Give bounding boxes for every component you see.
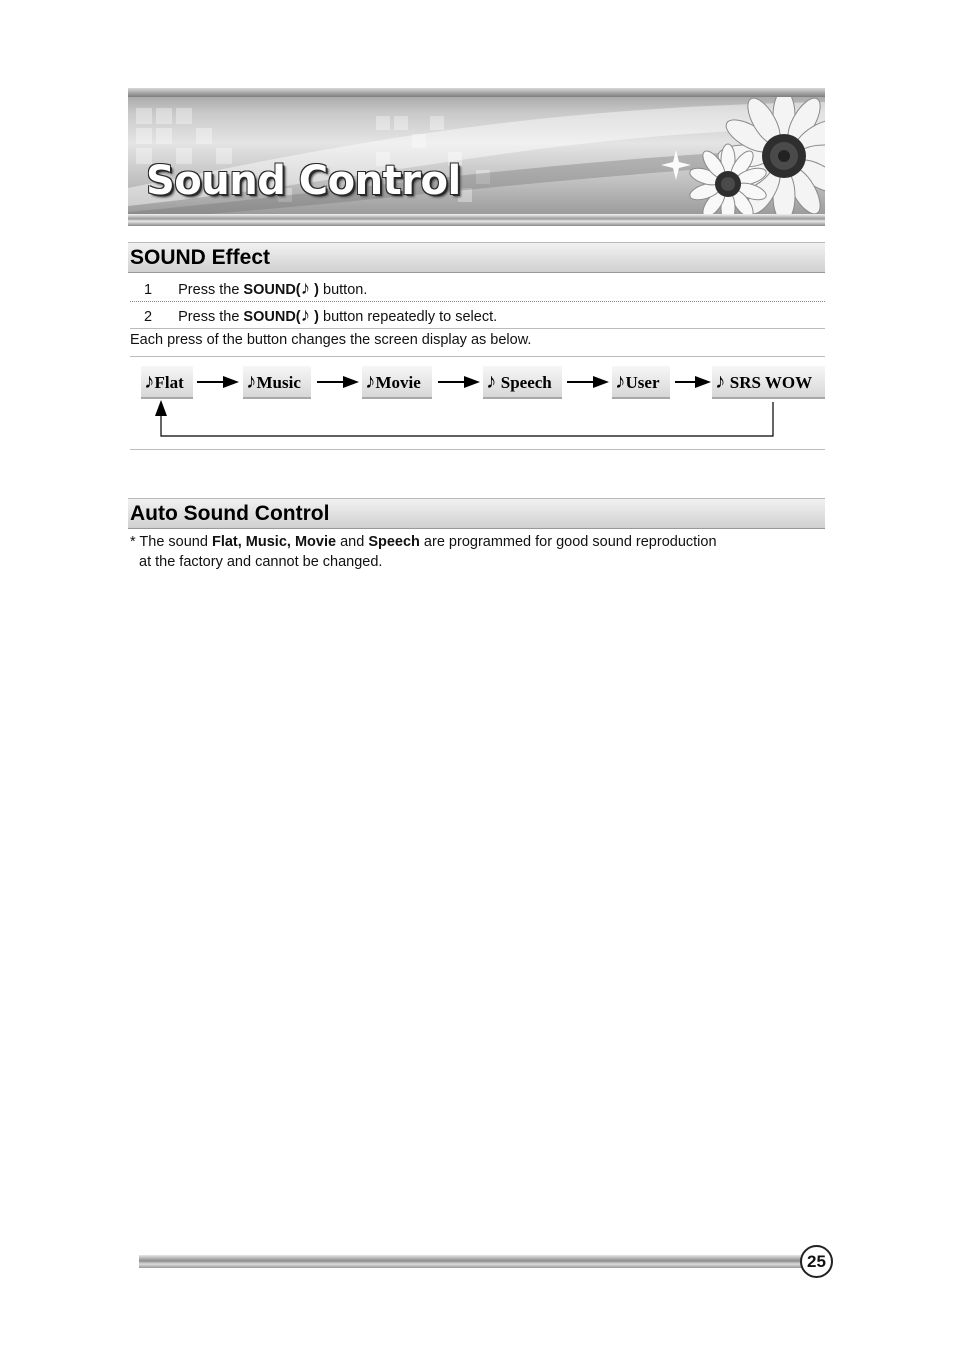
mode-flat — [141, 366, 193, 399]
arrow-right-icon — [317, 376, 359, 388]
page-number: 25 — [800, 1245, 833, 1278]
step-number: 2 — [144, 309, 153, 325]
mode-srs-wow — [712, 366, 825, 399]
section-title: Auto Sound Control — [130, 502, 330, 525]
auto-sound-note — [130, 534, 717, 550]
arrow-right-icon — [197, 376, 239, 388]
music-note-icon: ♪ — [300, 305, 311, 326]
music-note-icon: ♪ — [300, 278, 311, 299]
intro-text: Each press of the button changes the screen display as below. — [130, 332, 532, 348]
mode-music — [243, 366, 311, 399]
music-note-icon: ♪ — [615, 369, 626, 393]
section-title: SOUND Effect — [130, 246, 271, 269]
sparkle-icon — [661, 150, 691, 180]
note-modes: Flat, Music, Movie — [211, 534, 337, 550]
step-text: Press the — [178, 282, 244, 298]
arrow-right-icon — [438, 376, 480, 388]
mode-label: User — [625, 373, 660, 392]
music-note-icon: ♪ — [486, 369, 497, 393]
divider — [130, 328, 825, 329]
mode-movie — [362, 366, 432, 399]
music-note-icon: ♪ — [715, 369, 726, 393]
sound-key-label: SOUND( — [243, 309, 301, 325]
mode-speech — [483, 366, 562, 399]
banner-top-bar — [128, 88, 825, 97]
title-banner — [128, 88, 825, 226]
note-text: are programmed for good sound reproduction — [419, 534, 717, 550]
loop-back-arrow — [150, 400, 780, 440]
arrow-right-icon — [567, 376, 609, 388]
music-note-icon: ♪ — [246, 369, 257, 393]
note-mode-speech: Speech — [368, 534, 420, 550]
note-text: * The sound — [130, 534, 212, 550]
auto-sound-note-line2: at the factory and cannot be changed. — [139, 554, 383, 570]
mode-user — [612, 366, 670, 399]
sound-key-label: SOUND( — [243, 282, 301, 298]
step-text: Press the — [178, 309, 244, 325]
divider — [130, 301, 825, 302]
section-header-auto-sound-control — [128, 498, 825, 529]
mode-label: Movie — [375, 373, 421, 392]
note-text: and — [336, 534, 369, 550]
divider — [130, 449, 825, 450]
mode-label: SRS WOW — [725, 373, 813, 392]
step-1 — [144, 278, 367, 300]
mode-label: Music — [256, 373, 301, 392]
footer-bar — [139, 1255, 802, 1268]
step-text: button. — [318, 282, 368, 298]
mode-label: Speech — [496, 373, 552, 392]
step-text: button repeatedly to select. — [318, 309, 498, 325]
step-2 — [144, 305, 497, 327]
music-note-icon: ♪ — [365, 369, 376, 393]
section-header-sound-effect — [128, 242, 825, 273]
page-title: Sound Control — [146, 158, 461, 204]
music-note-icon: ♪ — [144, 369, 155, 393]
step-number: 1 — [144, 282, 153, 298]
banner-decoration — [128, 88, 825, 226]
sound-key-close: ) — [310, 282, 319, 298]
sound-key-close: ) — [310, 309, 319, 325]
banner-bottom-bar — [128, 214, 825, 226]
divider — [130, 356, 825, 357]
arrow-right-icon — [675, 376, 711, 388]
mode-label: Flat — [154, 373, 184, 392]
